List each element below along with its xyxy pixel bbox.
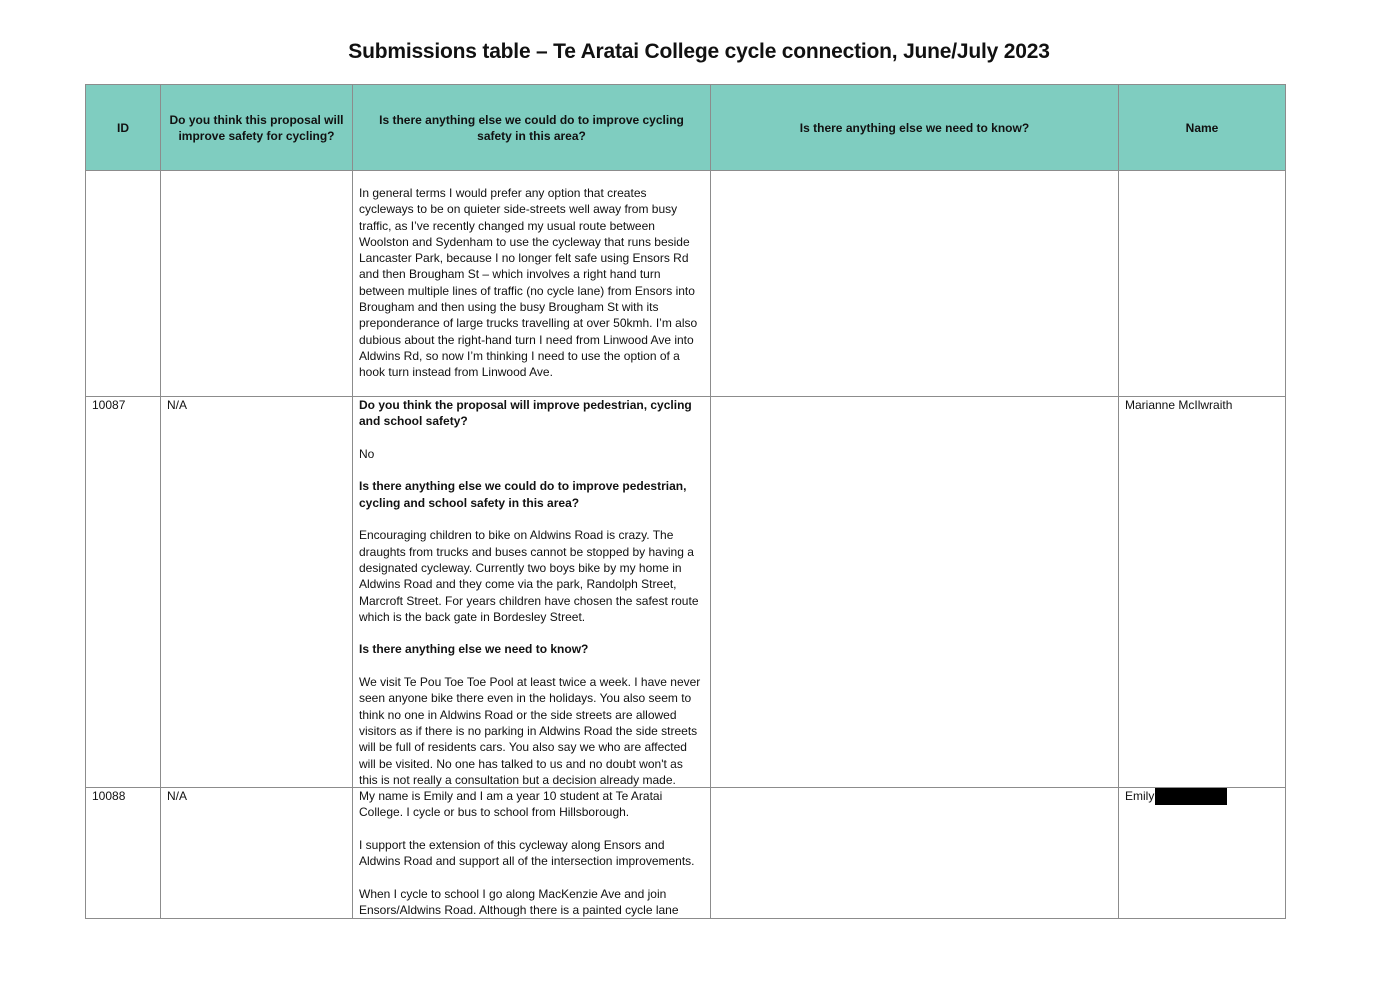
cell-name: Marianne McIlwraith <box>1119 397 1286 788</box>
response-text: My name is Emily and I am a year 10 student at Te Aratai College. I cycle or bus to school from Hillsborough. <box>359 789 663 820</box>
cell-name <box>1119 788 1286 919</box>
cell-id <box>86 171 161 397</box>
header-name: Name <box>1119 85 1286 171</box>
cell-q1: N/A <box>161 788 353 919</box>
cell-q1: N/A <box>161 397 353 788</box>
cell-id: 10087 <box>86 397 161 788</box>
question-heading: Is there anything else we could do to improve pedestrian, cycling and school safety in this area? <box>359 479 687 510</box>
header-q2: Is there anything else we could do to improve cycling safety in this area? <box>353 85 711 171</box>
submissions-table <box>85 84 1286 919</box>
header-q3: Is there anything else we need to know? <box>711 85 1119 171</box>
table-row <box>86 788 1286 919</box>
response-text: We visit Te Pou Toe Toe Pool at least twice a week. I have never seen anyone bike there even in the holidays. You also seem to think no one in Aldwins Road or the side streets are allowed visitors as if there is no parking in Aldwins Road the side streets will be full of residents cars. You also say we who are affected will be visited. No one has talked to us and no doubt won't as this is not really a consultation but a decision already made. <box>359 675 701 787</box>
redaction-block <box>1155 788 1227 805</box>
page-title: Submissions table – Te Aratai College cycle connection, June/July 2023 <box>348 40 1050 63</box>
table-row <box>86 397 1286 788</box>
response-text: When I cycle to school I go along MacKenzie Ave and join Ensors/Aldwins Road. Although there is a painted cycle lane <box>359 886 679 918</box>
header-row <box>86 85 1286 171</box>
response-text: Encouraging children to bike on Aldwins Road is crazy. The draughts from trucks and buses cannot be stopped by having a designated cycleway. Currently two boys bike by my home in Aldwins Road and they come via the park, Randolph Street, Marcroft Street. For years children have chosen the safest route which is the back gate in Bordesley Street. <box>359 528 699 624</box>
cell-name <box>1119 171 1286 397</box>
response-text: In general terms I would prefer any option that creates cycleways to be on quieter side-streets well away from busy traffic, as I’ve recently changed my usual route between Woolston and Sydenham to use the cycleway that runs beside Lancaster Park, because I no longer felt safe using Ensors Rd and then Brougham St – which involves a right hand turn between multiple lines of traffic (no cycle lane) from Ensors into Brougham and then using the busy Brougham St with its preponderance of large trucks travelling at over 50kmh. I’m also dubious about the right-hand turn I need from Linwood Ave into Aldwins Rd, so now I’m thinking I need to use the option of a hook turn instead from Linwood Ave. <box>359 186 698 380</box>
response-text: No <box>359 446 375 461</box>
cell-q3 <box>711 171 1119 397</box>
cell-q3 <box>711 397 1119 788</box>
question-heading: Do you think the proposal will improve pedestrian, cycling and school safety? <box>359 398 692 429</box>
cell-q2 <box>353 788 711 919</box>
name-text: Emily <box>1125 789 1155 803</box>
header-q1: Do you think this proposal will improve safety for cycling? <box>161 85 353 171</box>
cell-q2 <box>353 397 711 788</box>
table-row <box>86 171 1286 397</box>
cell-id: 10088 <box>86 788 161 919</box>
response-text: I support the extension of this cycleway along Ensors and Aldwins Road and support all of the intersection improvements. <box>359 837 695 869</box>
header-id: ID <box>86 85 161 171</box>
question-heading: Is there anything else we need to know? <box>359 642 589 657</box>
cell-q2 <box>353 171 711 397</box>
cell-q1 <box>161 171 353 397</box>
cell-q3 <box>711 788 1119 919</box>
